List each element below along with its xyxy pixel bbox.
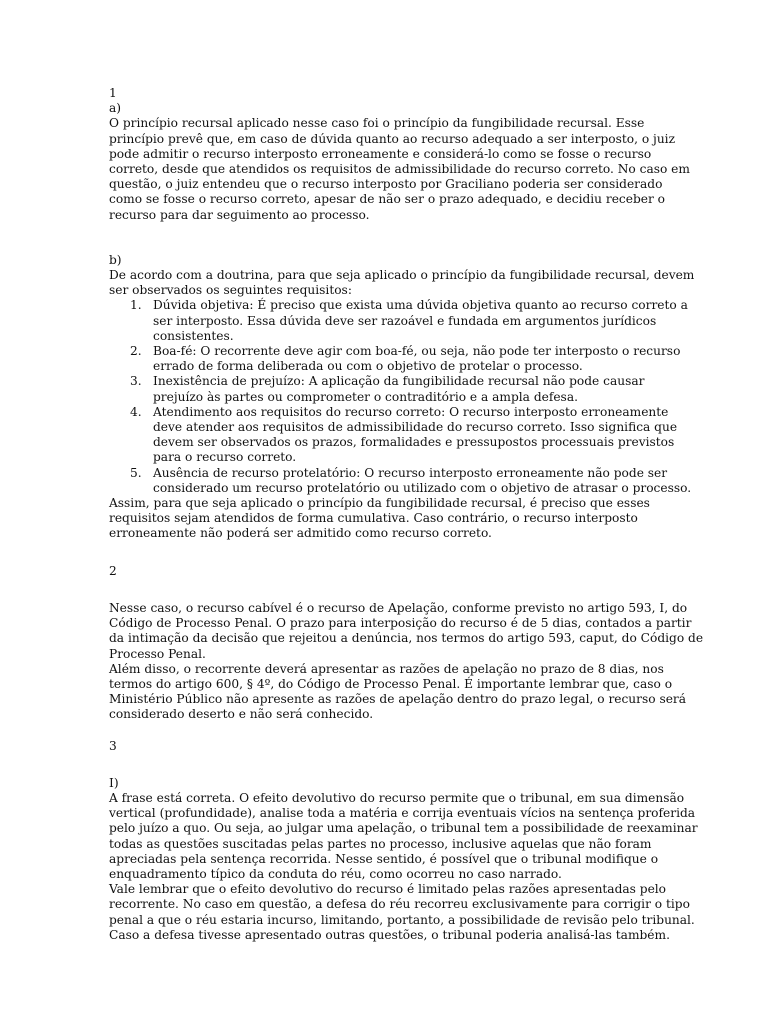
text-line: Inexistência de prejuízo: A aplicação da fungibilidade recursal não pode causar — [153, 374, 645, 389]
text-line: correto, desde que atendidos os requisitos de admissibilidade do recurso correto. No caso em — [109, 162, 690, 177]
q3-label: I) — [109, 775, 119, 790]
list-item — [109, 344, 681, 374]
text-line: deve atender aos requisitos de admissibilidade do recurso correto. Isso significa que — [153, 420, 678, 435]
q1-a-paragraph — [109, 116, 690, 222]
text-line: pelo juízo a quo. Ou seja, ao julgar uma apelação, o tribunal tem a possibilidade de reexaminar — [109, 821, 698, 836]
list-number: 4. — [130, 404, 142, 419]
q3-number: 3 — [109, 738, 117, 753]
text-line: Dúvida objetiva: É preciso que exista uma dúvida objetiva quanto ao recurso correto a — [153, 298, 688, 313]
text-line: ser interposto. Essa dúvida deve ser razoável e fundada em argumentos jurídicos — [153, 313, 657, 328]
text-line: erroneamente não poderá ser admitido como recurso correto. — [109, 526, 492, 541]
text-line: Ausência de recurso protelatório: O recurso interposto erroneamente não pode ser — [153, 465, 668, 480]
text-line: considerado um recurso protelatório ou utilizado com o objetivo de atrasar o processo. — [153, 480, 692, 495]
text-line: penal a que o réu estaria incurso, limitando, portanto, a possibilidade de revisão pelo tribunal. — [109, 912, 695, 927]
text-line: Assim, para que seja aplicado o princípio da fungibilidade recursal, é preciso que esses — [109, 496, 650, 511]
text-line: Caso a defesa tivesse apresentado outras questões, o tribunal poderia analisá-las também. — [109, 927, 670, 942]
text-line: Além disso, o recorrente deverá apresentar as razões de apelação no prazo de 8 dias, nos — [109, 661, 664, 676]
text-line: Processo Penal. — [109, 646, 206, 661]
text-line: requisitos sejam atendidos de forma cumulativa. Caso contrário, o recurso interposto — [109, 511, 638, 526]
text-line: Código de Processo Penal. O prazo para interposição do recurso é de 5 dias, contados a partir — [109, 616, 692, 631]
list-item — [109, 465, 692, 496]
q2-number: 2 — [109, 563, 117, 578]
text-line: O princípio recursal aplicado nesse caso foi o princípio da fungibilidade recursal. Esse — [109, 116, 645, 131]
list-number: 5. — [130, 465, 142, 480]
q1-number: 1 — [109, 86, 117, 100]
text-line: devem ser observados os prazos, formalidades e pressupostos processuais previstos — [153, 435, 675, 450]
text-line: da intimação da decisão que rejeitou a denúncia, nos termos do artigo 593, caput, do Código de — [109, 631, 704, 646]
text-line: A frase está correta. O efeito devolutivo do recurso permite que o tribunal, em sua dimensão — [109, 790, 685, 805]
text-line: recurso para dar seguimento ao processo. — [109, 207, 370, 222]
text-line: errado de forma deliberada ou com o objetivo de protelar o processo. — [153, 359, 583, 374]
text-line: Ministério Público não apresente as razões de apelação dentro do prazo legal, o recurso será — [109, 692, 687, 707]
list-number: 1. — [130, 298, 142, 313]
document-page — [109, 86, 704, 943]
q1-a-label: a) — [109, 101, 122, 116]
q1-b-conclusion — [109, 496, 669, 542]
text-line: termos do artigo 600, § 4º, do Código de Processo Penal. É importante lembrar que, caso o — [109, 676, 673, 691]
text-line: prejuízo às partes ou comprometer o contraditório e a ampla defesa. — [153, 389, 578, 404]
text-line: ser observados os seguintes requisitos: — [109, 283, 352, 298]
text-line: Vale lembrar que o efeito devolutivo do recurso é limitado pelas razões apresentadas pelo — [109, 882, 667, 897]
text-line: questão, o juiz entendeu que o recurso interposto por Graciliano poderia ser considerado — [109, 177, 663, 192]
text-line: para o recurso correto. — [153, 450, 297, 465]
q2-paragraph — [109, 600, 704, 723]
text-line: vertical (profundidade), analise toda a matéria e corrija eventuais vícios na sentença proferida — [109, 806, 696, 821]
text-line: recorrente. No caso em questão, a defesa do réu recorreu exclusivamente para corrigir o tipo — [109, 897, 690, 912]
list-item — [109, 298, 688, 344]
q1-b-label: b) — [109, 252, 122, 267]
text-line: todas as questões suscitadas pelas partes no processo, inclusive aquelas que não foram — [109, 836, 652, 851]
text-line: apreciadas pela sentença recorrida. Nesse sentido, é possível que o tribunal modifique o — [109, 851, 659, 866]
list-item — [109, 404, 678, 466]
text-line: princípio prevê que, em caso de dúvida quanto ao recurso adequado a ser interposto, o juiz — [109, 131, 675, 146]
text-line: considerado deserto e não será conhecido. — [109, 707, 374, 722]
text-line: Nesse caso, o recurso cabível é o recurso de Apelação, conforme previsto no artigo 593, I, do — [109, 600, 688, 615]
q1-b-intro — [109, 268, 695, 298]
text-line: consistentes. — [153, 328, 234, 343]
requirements-list — [109, 298, 692, 496]
text-line: como se fosse o recurso correto, apesar de não ser o prazo adequado, e decidiu receber o — [109, 192, 666, 207]
list-item — [109, 374, 669, 404]
text-line: Boa-fé: O recorrente deve agir com boa-fé, ou seja, não pode ter interposto o recurso — [153, 344, 681, 359]
list-number: 2. — [130, 344, 142, 359]
text-line: pode admitir o recurso interposto erroneamente e considerá-lo como se fosse o recurso — [109, 146, 652, 161]
text-line: De acordo com a doutrina, para que seja aplicado o princípio da fungibilidade recursal, devem — [109, 268, 695, 283]
text-line: Atendimento aos requisitos do recurso correto: O recurso interposto erroneamente — [153, 404, 669, 419]
q3-paragraph — [109, 790, 698, 943]
text-line: enquadramento típico da conduta do réu, como ocorreu no caso narrado. — [109, 866, 562, 881]
list-number: 3. — [130, 374, 142, 389]
